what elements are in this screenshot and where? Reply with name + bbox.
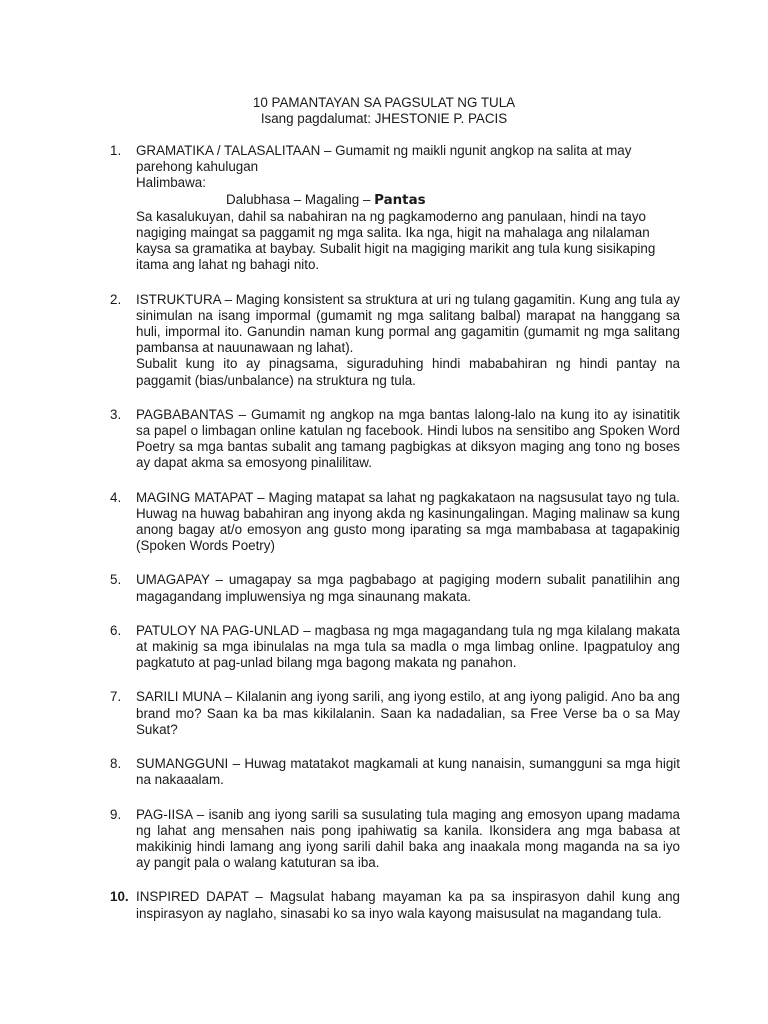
item-number: 2. — [110, 291, 122, 307]
item-number: 4. — [110, 489, 122, 505]
list-item — [110, 407, 680, 472]
example-bold: Pantas — [374, 192, 426, 208]
example-plain: Dalubhasa – Magaling – — [226, 191, 371, 207]
list-item — [110, 807, 680, 872]
item-text: INSPIRED DAPAT – Magsulat habang mayaman ka pa sa inspirasyon dahil kung ang inspirasyon ay naglaho, sinasabi ko sa inyo wala kayong maisusulat na magandang tula. — [136, 889, 680, 921]
example-label: Halimbawa: — [136, 175, 206, 191]
item-number: 1. — [110, 143, 122, 158]
item-number: 9. — [110, 806, 122, 822]
item-number: 10. — [110, 889, 129, 905]
item-text: PATULOY NA PAG-UNLAD – magbasa ng mga magagandang tula ng mga kilalang makata at makinig sa mga ibinulalas na mga tula sa madla o mga limbag online. Ipagpatuloy ang pagkatuto at pag-unlad bilang mga bagong makata ng panahon. — [136, 622, 680, 671]
item-number: 5. — [110, 572, 122, 588]
list-item — [110, 756, 680, 788]
item-text: SARILI MUNA – Kilalanin ang iyong sarili, ang iyong estilo, at ang iyong paligid. Ano ba ang brand mo? Saan ka ba mas kikilalanin. Saan ka nadadalian, sa Free Verse ba o sa May Sukat? — [136, 689, 680, 737]
list-item — [110, 689, 680, 738]
author-line: Isang pagdalumat: JHESTONIE P. PACIS — [260, 111, 508, 127]
list-item — [110, 889, 680, 921]
item-number: 6. — [110, 622, 122, 638]
list-item — [110, 143, 680, 274]
item-text: SUMANGGUNI – Huwag matatakot magkamali at kung nanaisin, sumangguni sa mga higit na nakaaalam. — [136, 756, 680, 788]
list-item — [110, 623, 680, 672]
item-text: ISTRUKTURA – Maging konsistent sa struktura at uri ng tulang gagamitin. Kung ang tula ay sinimulan na isang impormal (gumamit ng mga salitang balbal) marapat na hanggang sa huli, impormal ito. Ganundin naman kung pormal ang gagamitin (gumamit ng mga salitang pambansa at nauunawaan ng lahat). — [136, 291, 680, 356]
item-text: PAG-IISA – isanib ang iyong sarili sa susulating tula maging ang emosyon upang madama ng lahat ang mensahen nais pong ipahiwatig sa kanila. Ikonsidera ang mga babasa at makikinig hindi lamang ang iyong sarili dahil baka ang inaakala mong maganda na sa iyo ay pangit pala o walang katuturan sa iba. — [136, 806, 680, 871]
example-row — [136, 192, 680, 209]
list-item — [110, 572, 680, 604]
item-text-continued: Sa kasalukuyan, dahil sa nabahiran na ng pagkamoderno ang panulaan, hindi na tayo nagiging maingat sa paggamit ng mga salita. Ika nga, higit na mahalaga ang nilalaman kaysa sa gramatika at baybay. Subalit higit na magiging marikit ang tula kung sisikaping itama ang lahat ng bahagi nito. — [136, 208, 656, 273]
item-number: 8. — [110, 756, 122, 772]
list-item — [110, 292, 680, 389]
document-title: 10 PAMANTAYAN SA PAGSULAT NG TULA — [252, 95, 516, 110]
document-header — [0, 95, 768, 127]
item-text: MAGING MATAPAT – Maging matapat sa lahat ng pagkakataon na nagsusulat tayo ng tula. Huwag na huwag babahiran ang inyong akda ng kasinungalingan. Maging malinaw sa kung anong bagay at/o emosyon ang gusto mong iparating sa mga mambabasa at tagapakinig (Spoken Words Poetry) — [136, 489, 680, 554]
guidelines-list — [110, 143, 680, 940]
item-text: PAGBABANTAS – Gumamit ng angkop na mga bantas lalong-lalo na kung ito ay isinatitik sa papel o limbagan online katulan ng facebook. Hindi lubos na sensitibo ang Spoken Word Poetry sa mga bantas subalit ang tamang pagbigkas at diksyon maging ang tono ng boses ay dapat akma sa emosyong pinalilitaw. — [136, 406, 680, 471]
item-text: GRAMATIKA / TALASALITAAN – Gumamit ng maikli ngunit angkop na salita at may parehong kahulugan — [136, 143, 632, 175]
item-text: UMAGAPAY – umagapay sa mga pagbabago at pagiging modern subalit panatilihin ang magagandang impluwensiya ng mga sinaunang makata. — [136, 572, 680, 604]
item-text-continued: Subalit kung ito ay pinagsama, siguraduhing hindi mababahiran ng hindi pantay na paggamit (bias/unbalance) na struktura ng tula. — [136, 356, 680, 388]
list-item — [110, 490, 680, 555]
item-number: 3. — [110, 406, 122, 422]
item-number: 7. — [110, 689, 122, 705]
